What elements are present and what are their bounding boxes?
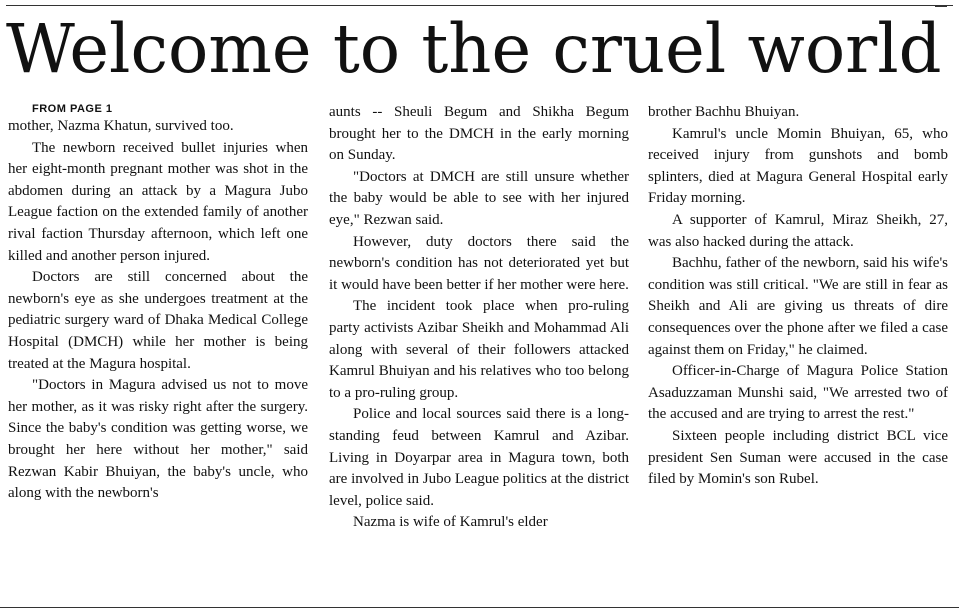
paragraph: "Doctors in Magura advised us not to move her mother, as it was risky right after the surgery. Since the baby's condition was getting worse, we brought her here without her mother," said Rezwan Kabir Bhuiyan, the baby's uncle, who along with the newborn's: [8, 377, 308, 502]
paragraph: Officer-in-Charge of Magura Police Station Asaduzzaman Munshi said, "We arrested two of the accused and are trying to arrest the rest.": [648, 363, 948, 423]
paragraph: "Doctors at DMCH are still unsure whether the baby would be able to see with her injured eye," Rezwan said.: [329, 168, 629, 228]
headline: Welcome to the cruel world: [6, 10, 942, 88]
paragraph: Doctors are still concerned about the newborn's eye as she undergoes treatment at the pediatric surgery ward of Dhaka Medical College Hospital (DMCH) while her mother is being treated at the Magura hospital.: [8, 269, 308, 372]
paragraph: The newborn received bullet injuries when her eight-month pregnant mother was shot in the abdomen during an attack by a Magura Jubo League faction on the extended family of another rival faction Thursday afternoon, which left one killed and another person injured.: [8, 139, 308, 264]
paragraph: Nazma is wife of Kamrul's elder: [353, 514, 548, 531]
paragraph: Kamrul's uncle Momin Bhuiyan, 65, who received injury from gunshots and bomb splinters, died at Magura General Hospital early Friday morning.: [648, 125, 948, 207]
article-column-1: [8, 102, 308, 505]
paragraph: mother, Nazma Khatun, survived too.: [8, 118, 234, 134]
paragraph: aunts -- Sheuli Begum and Shikha Begum brought her to the DMCH in the early morning on Sunday.: [329, 104, 629, 164]
paragraph: However, duty doctors there said the newborn's condition has not deteriorated yet but it would have been better if her mother were here.: [329, 233, 629, 293]
paragraph: The incident took place when pro-ruling party activists Azibar Sheikh and Mohammad Ali along with several of their followers attacked Kamrul Bhuiyan and his relatives who too belong to a pro-ruling group.: [329, 298, 629, 401]
paragraph: Police and local sources said there is a long-standing feud between Kamrul and Azibar. Living in Doyarpar area in Magura town, both are involved in Jubo League politics at the district level, police said.: [329, 406, 629, 509]
article-column-3: [648, 102, 948, 491]
paragraph: brother Bachhu Bhuiyan.: [648, 104, 800, 120]
continuation-kicker: FROM PAGE 1: [32, 103, 113, 115]
paragraph: A supporter of Kamrul, Miraz Sheikh, 27, was also hacked during the attack.: [648, 211, 948, 250]
bottom-rule: [0, 607, 959, 608]
article-column-2: [329, 102, 629, 534]
paragraph: Sixteen people including district BCL vice president Sen Suman were accused in the case filed by Momin's son Rubel.: [648, 427, 948, 488]
paragraph: Bachhu, father of the newborn, said his wife's condition was still critical. "We are still in fear as Sheikh and Ali are giving us threats of dire consequences over the phone after we filed a case against them on Friday," he claimed.: [648, 255, 948, 358]
